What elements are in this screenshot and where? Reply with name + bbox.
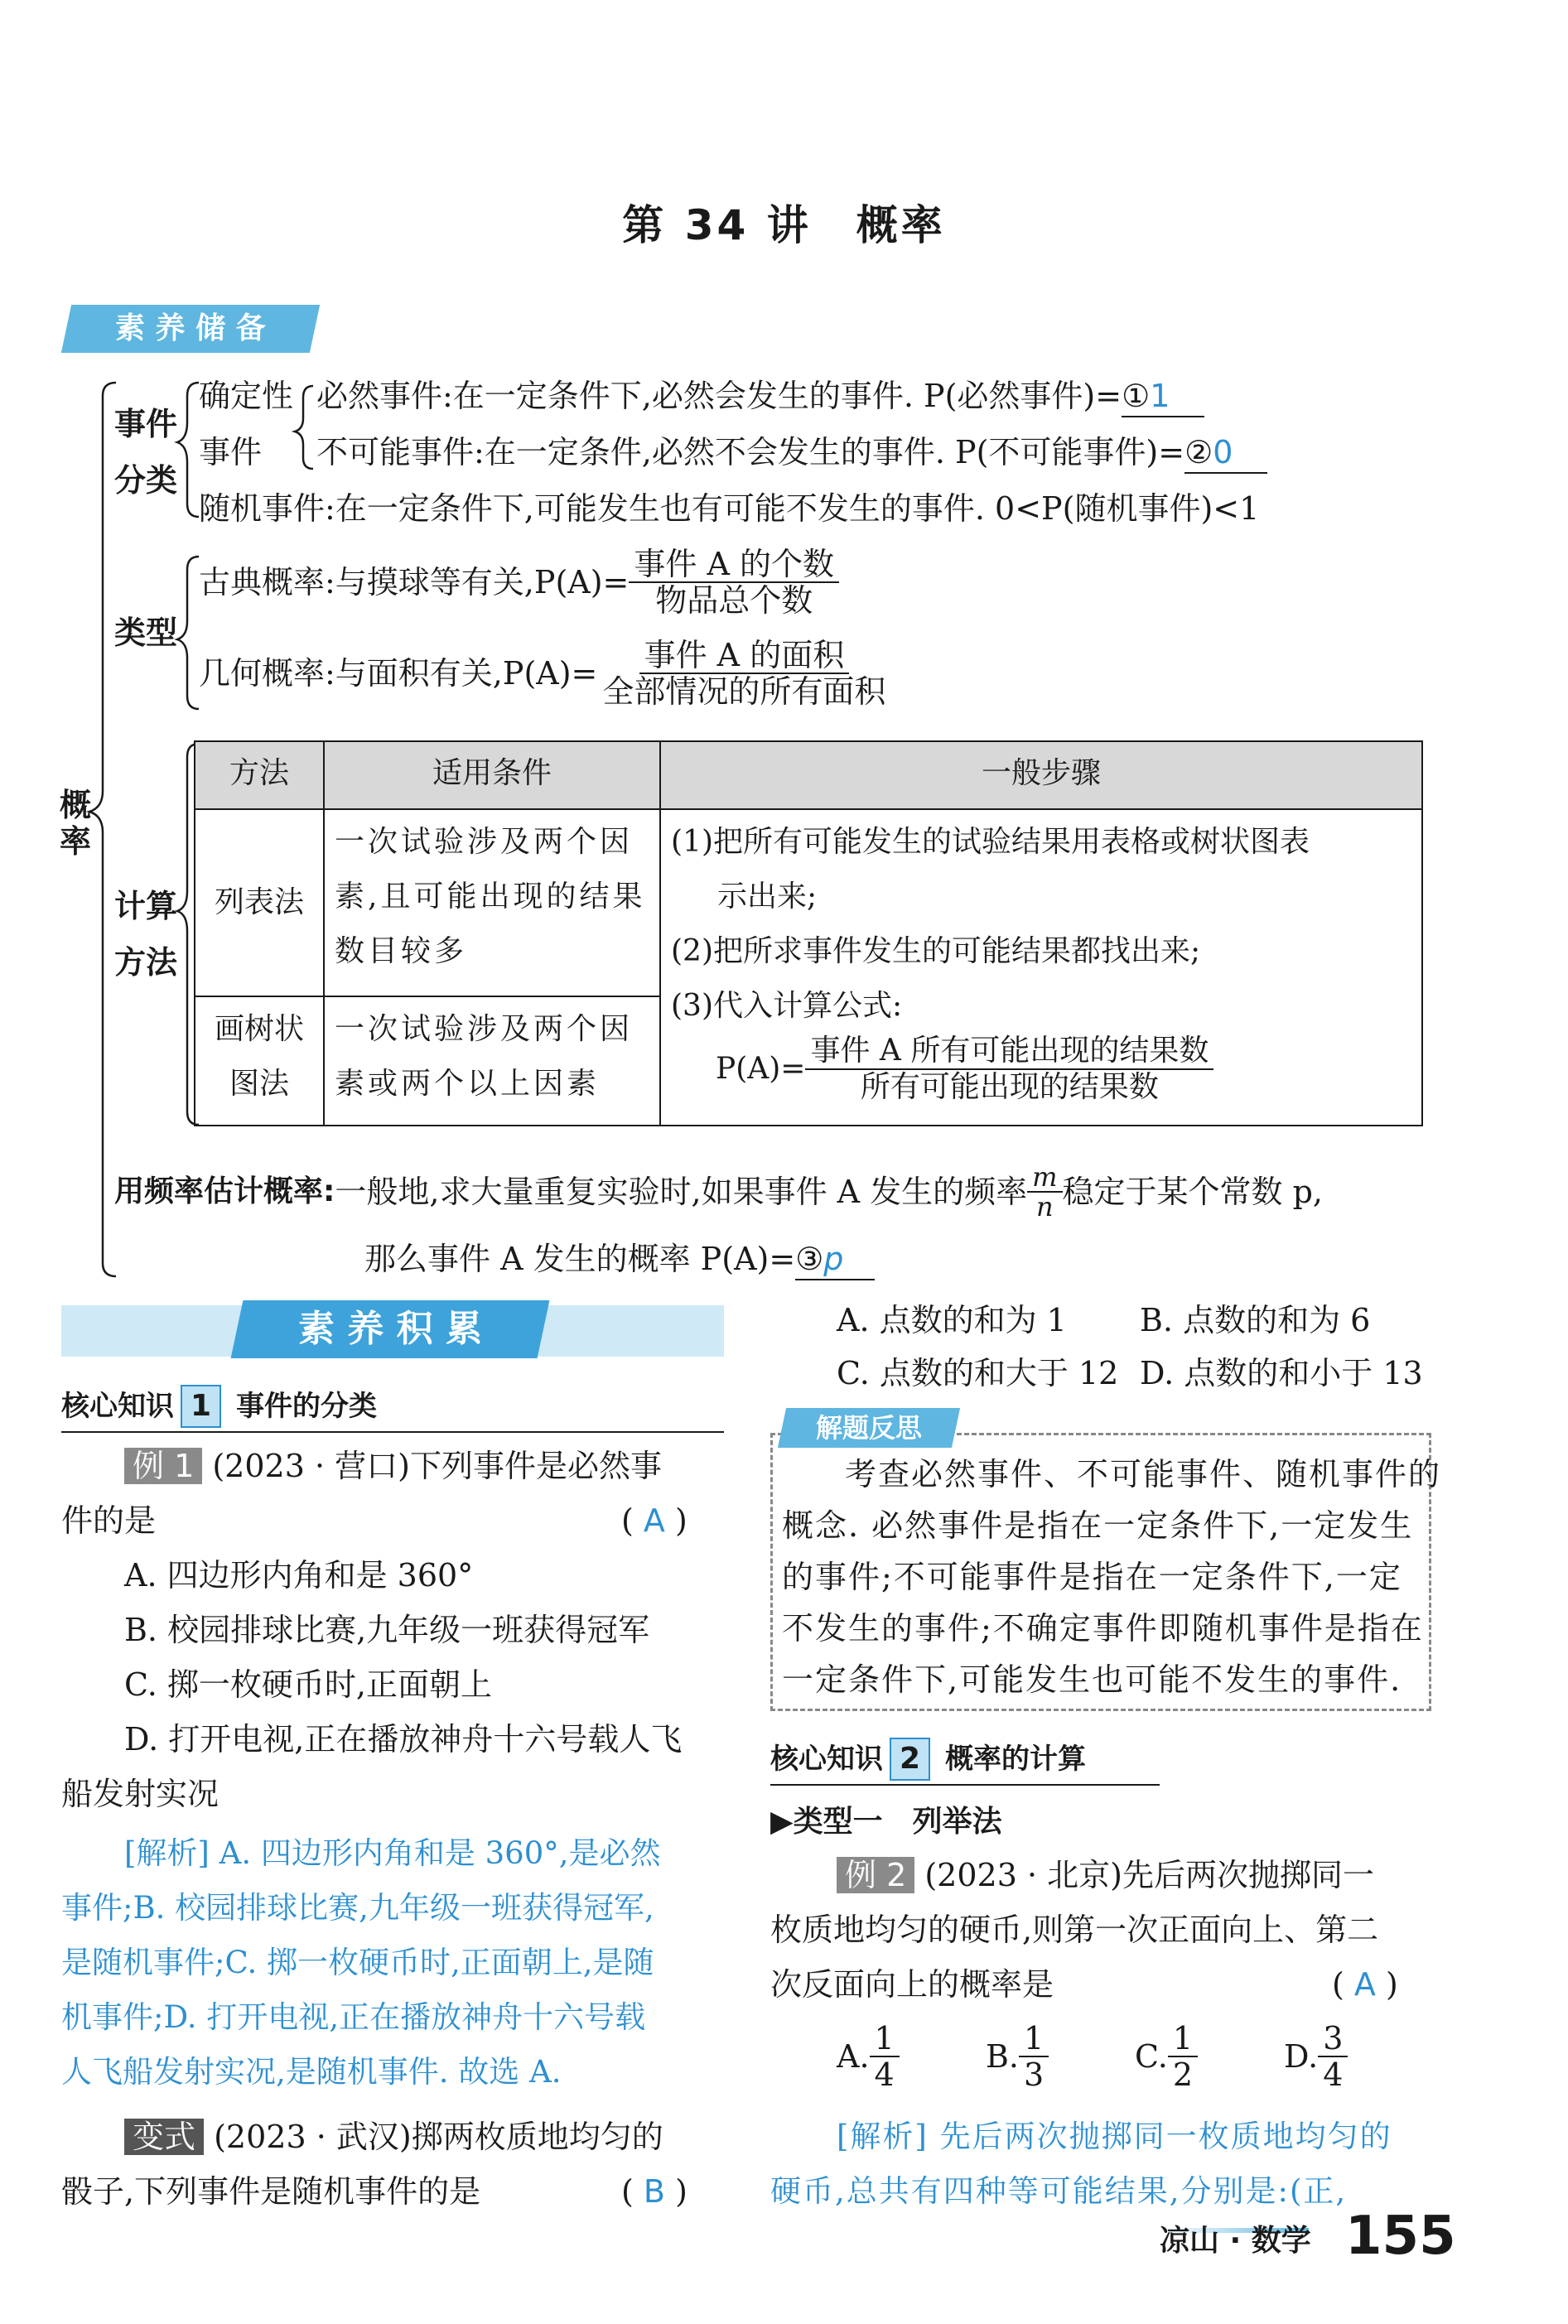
impossible-answer: 0 bbox=[1213, 434, 1233, 470]
list-condition: 一次试验涉及两个因 素,且可能出现的结果 数目较多 bbox=[324, 809, 660, 996]
reflection-title: 解题反思 bbox=[778, 1408, 960, 1448]
steps-cell bbox=[660, 809, 1422, 1126]
classical-probability bbox=[199, 547, 839, 618]
divider bbox=[770, 1784, 1160, 1786]
methods-label-1: 计算 bbox=[114, 888, 178, 924]
option-d-cont: 船发射实况 bbox=[61, 1776, 220, 1812]
classification-label-1: 事件 bbox=[114, 406, 178, 442]
certain-answer: 1 bbox=[1150, 378, 1170, 414]
footer-region: 凉山 · 数学 bbox=[1160, 2224, 1311, 2258]
option-c: C. 掷一枚硬币时,正面朝上 bbox=[124, 1666, 492, 1703]
analysis-1-line-2: 事件;B. 校园排球比赛,九年级一班获得冠军, bbox=[61, 1890, 654, 1926]
reflection-line-5: 一定条件下,可能发生也可能不发生的事件. bbox=[782, 1661, 1402, 1698]
reflection-line-4: 不发生的事件;不确定事件即随机事件是指在 bbox=[782, 1610, 1424, 1647]
example-1-answer: ( A ) bbox=[621, 1502, 688, 1539]
classical-text: 古典概率:与摸球等有关,P(A)= bbox=[199, 564, 630, 600]
determinate-label-1: 确定性 bbox=[199, 378, 294, 414]
option-b: B. 校园排球比赛,九年级一班获得冠军 bbox=[124, 1612, 650, 1648]
impossible-event-line bbox=[316, 432, 1267, 474]
frequency-line-1: 用频率估计概率: 一般地,求大量重复实验时,如果事件 A 发生的频率 $\frac{m}{n}$ 稳定于某个常数 p, bbox=[114, 1161, 1323, 1222]
option-a: A. 四边形内角和是 360° bbox=[124, 1557, 474, 1594]
frequency-label: 用频率估计概率: bbox=[114, 1174, 335, 1208]
page-number: 155 bbox=[1345, 2206, 1456, 2267]
outline-root: 概率 bbox=[60, 787, 92, 860]
analysis-2-line-2: 硬币,总共有四种等可能结果,分别是:(正, bbox=[770, 2173, 1348, 2209]
reflection-line-2: 概念. 必然事件是指在一定条件下,一定发生 bbox=[782, 1507, 1414, 1544]
formula-numerator: 事件 A 所有可能出现的结果数 bbox=[805, 1034, 1213, 1070]
geometric-text: 几何概率:与面积有关,P(A)= bbox=[199, 655, 598, 692]
page-title: 第 34 讲 概率 bbox=[622, 201, 946, 249]
analysis-1-line-4: 机事件;D. 打开电视,正在播放神舟十六号载 bbox=[61, 1999, 646, 2035]
analysis-2-line-1: [解析] 先后两次抛掷同一枚质地均匀的 bbox=[837, 2119, 1392, 2154]
divider bbox=[61, 1431, 724, 1433]
banner-storage-label: 素 养 储 备 bbox=[115, 311, 266, 345]
tree-method: 画树状 图法 bbox=[195, 996, 324, 1126]
reflection-line-3: 的事件;不可能事件是指在一定条件下,一定 bbox=[782, 1559, 1402, 1595]
variant-tag: 变式 bbox=[124, 2119, 204, 2155]
classical-denominator: 物品总个数 bbox=[655, 582, 813, 619]
methods-table bbox=[194, 740, 1423, 1126]
table-header-row bbox=[195, 741, 1422, 809]
steps-formula: P(A)= $\frac{\text{事件 A 所有可能出现的结果数}}{\text{所有可能出现的结果数}}$ bbox=[671, 1034, 1411, 1105]
header-steps: 一般步骤 bbox=[660, 741, 1422, 809]
blank-marker-1: ① bbox=[1122, 378, 1151, 414]
example-2-line-3: 次反面向上的概率是 bbox=[770, 1966, 1054, 2003]
blank-marker-2: ② bbox=[1184, 434, 1213, 470]
list-method: 列表法 bbox=[195, 809, 324, 996]
example-2-option-a: A. $\frac{1}{4}$ bbox=[837, 2021, 900, 2092]
example-1-tag: 例 1 bbox=[124, 1448, 202, 1484]
header-condition: 适用条件 bbox=[324, 741, 660, 809]
example-1-line-2: 件的是 bbox=[61, 1502, 157, 1539]
table-row bbox=[195, 809, 1422, 996]
impossible-event-text: 不可能事件:在一定条件,必然不会发生的事件. P(不可能事件)= bbox=[316, 434, 1185, 470]
step-2: (2)把所求事件发生的可能结果都找出来; bbox=[671, 933, 1201, 968]
example-2-tag: 例 2 bbox=[837, 1857, 914, 1893]
example-1-line-1: 例 1 (2023 · 营口)下列事件是必然事 bbox=[124, 1446, 662, 1486]
variant-line-1: 变式 (2023 · 武汉)掷两枚质地均匀的 bbox=[124, 2117, 663, 2157]
analysis-1-line-5: 人飞船发射实况,是随机事件. 故选 A. bbox=[61, 2054, 562, 2090]
variant-option-d: D. 点数的和小于 13 bbox=[1140, 1355, 1423, 1391]
geometric-numerator: 事件 A 的面积 bbox=[639, 638, 850, 674]
formula-denominator: 所有可能出现的结果数 bbox=[860, 1069, 1159, 1104]
reflection-line-1: 考查必然事件、不可能事件、随机事件的 bbox=[845, 1456, 1442, 1492]
analysis-1-line-3: 是随机事件;C. 掷一枚硬币时,正面朝上,是随 bbox=[61, 1945, 654, 1980]
variant-line-2: 骰子,下列事件是随机事件的是 bbox=[61, 2173, 481, 2210]
types-label: 类型 bbox=[114, 615, 178, 651]
knowledge-2-num: 2 bbox=[890, 1738, 930, 1781]
variant-option-b: B. 点数的和为 6 bbox=[1140, 1302, 1371, 1338]
determinate-label-2: 事件 bbox=[199, 434, 263, 470]
variant-answer: ( B ) bbox=[621, 2173, 688, 2210]
analysis-1-line-1: [解析] A. 四边形内角和是 360°,是必然 bbox=[124, 1835, 661, 1871]
example-2-option-b: B. $\frac{1}{3}$ bbox=[986, 2021, 1049, 2092]
banner-accumulate bbox=[231, 1300, 550, 1358]
knowledge-1-heading: 核心知识 1 事件的分类 bbox=[61, 1385, 377, 1428]
classification-label-2: 分类 bbox=[114, 462, 178, 499]
geometric-denominator: 全部情况的所有面积 bbox=[602, 673, 886, 710]
variant-option-a: A. 点数的和为 1 bbox=[837, 1302, 1067, 1338]
option-d: D. 打开电视,正在播放神舟十六号载人飞 bbox=[124, 1721, 683, 1757]
random-event-text: 随机事件:在一定条件下,可能发生也有可能不发生的事件. 0<P(随机事件)<1 bbox=[199, 490, 1260, 527]
certain-event-text: 必然事件:在一定条件下,必然会发生的事件. P(必然事件)= bbox=[316, 378, 1122, 414]
knowledge-2-heading: 核心知识 2 概率的计算 bbox=[770, 1738, 1086, 1781]
example-2-option-c: C. $\frac{1}{2}$ bbox=[1135, 2021, 1198, 2092]
step-3: (3)代入计算公式: bbox=[671, 988, 903, 1023]
knowledge-1-num: 1 bbox=[181, 1385, 221, 1428]
example-2-line-2: 枚质地均匀的硬币,则第一次正面向上、第二 bbox=[770, 1912, 1379, 1948]
geometric-probability bbox=[199, 638, 890, 709]
classical-numerator: 事件 A 的个数 bbox=[629, 547, 839, 583]
tree-condition: 一次试验涉及两个因 素或两个以上因素 bbox=[324, 996, 660, 1126]
example-2-answer: ( A ) bbox=[1332, 1966, 1398, 2003]
header-method: 方法 bbox=[195, 741, 324, 809]
frequency-line-2: 那么事件 A 发生的概率 P(A)=③p bbox=[364, 1239, 875, 1280]
certain-event-line bbox=[316, 376, 1204, 417]
step-1-cont: 示出来; bbox=[717, 879, 818, 914]
example-2-option-d: D. $\frac{3}{4}$ bbox=[1284, 2021, 1348, 2092]
step-1: (1)把所有可能发生的试验结果用表格或树状图表 bbox=[671, 824, 1310, 859]
type-one-heading: ▶类型一 列举法 bbox=[770, 1805, 1002, 1839]
example-2-line-1: 例 2 (2023 · 北京)先后两次抛掷同一 bbox=[837, 1855, 1374, 1895]
variant-option-c: C. 点数的和大于 12 bbox=[837, 1355, 1119, 1391]
banner-accumulate-label: 素 养 积 累 bbox=[298, 1308, 482, 1350]
methods-label-2: 方法 bbox=[114, 944, 178, 981]
